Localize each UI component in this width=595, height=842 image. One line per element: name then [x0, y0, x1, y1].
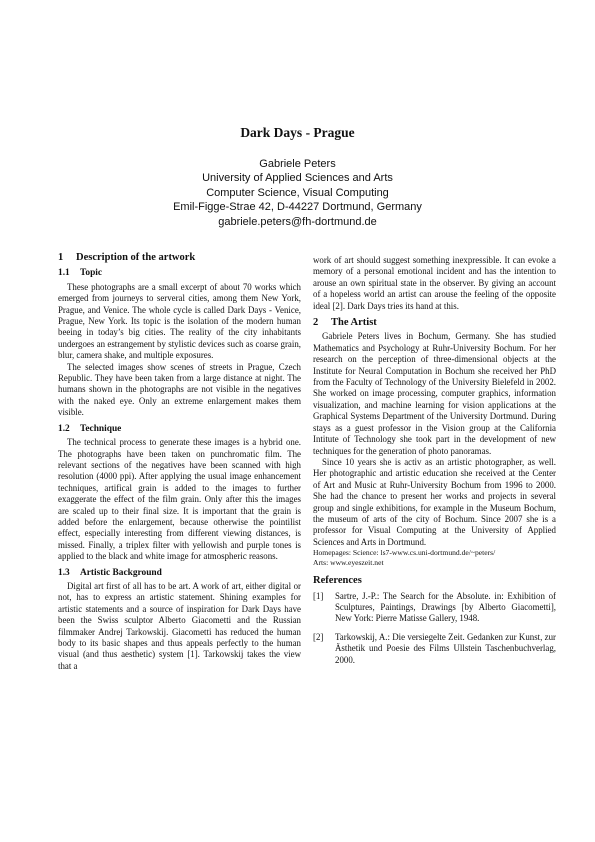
section-heading-description: [58, 252, 301, 263]
references-heading: References: [313, 575, 362, 587]
reference-key: [2]: [313, 631, 324, 642]
section-heading-artist: [313, 317, 556, 328]
paper-title: Dark Days - Prague: [240, 125, 355, 140]
title-block: [0, 125, 595, 229]
affiliation-department: Computer Science, Visual Computing: [206, 186, 389, 199]
topic-paragraph-2: The selected images show scenes of streets in Prague, Czech Republic. They have been taken from a large distance at night. The humans shown in the photographs are not visible in the negatives with the naked eye. Only an extreme enlargement makes them visible.: [58, 361, 301, 418]
subsection-heading-artistic-background: [58, 568, 301, 579]
artist-paragraph-1: Gabriele Peters lives in Bochum, Germany. She has studied Mathematics and Psychology at Ruhr-University Bochum. For her research on the perception of three-dimensional objects at the Institute for Neural Computation in Bochum she received her PhD from the Faculty of Technology of the University Bielefeld in 2002. She worked on image processing, computer graphics, information visualization, and machine learning for vision applications at the Graphical Systems Department of the University Dortmund. During stays as a guest professor in the Vision group at the California Intitute of Technology she took part in the development of new techniques for the generation of photo panoramas.: [313, 331, 556, 456]
reference-key: [1]: [313, 590, 324, 601]
subsection-heading-topic: [58, 268, 301, 279]
subsection-number: 1.1: [58, 268, 70, 279]
section-title: The Artist: [331, 317, 377, 329]
arts-line[interactable]: Arts: www.eyeszeit.net: [313, 558, 384, 568]
subsection-heading-technique: [58, 424, 301, 435]
subsection-title: Technique: [80, 423, 122, 434]
subsection-title: Artistic Background: [80, 567, 162, 578]
reference-item: [313, 591, 556, 625]
artistic-background-paragraph-continued: work of art should suggest something inexpressible. It can evoke a memory of a personal emotional incident and has the intention to arouse an own spiritual state in the observer. By giving an account of a hopeless world an artist can arouse the feeling of the opposite ideal [2]. Dark Days tries its hand at this.: [313, 255, 556, 311]
author-name: Gabriele Peters: [259, 158, 336, 170]
right-column: [313, 255, 556, 673]
author-email[interactable]: gabriele.peters@fh-dortmund.de: [218, 215, 377, 228]
reference-text: Tarkowskij, A.: Die versiegelte Zeit. Gedanken zur Kunst, zur Ästhetik und Poesie des Films Ullstein Taschenbuchverlag, 2000.: [335, 631, 556, 665]
technique-paragraph: The technical process to generate these images is a hybrid one. The photographs have been taken on punchromatic film. The relevant sections of the negatives have been scanned with high resolution (4000 ppi). After applying the usual image enhancement techniques, artifical grain is added to the images to further exaggerate the effect of the film grain. Only after this the images are scaled up to their final size. It is important that the grain is added before the enlargement, because otherwise the pointilist effect, especially interesting from different viewing distances, is missed. Finally, a triplex filter with yellowish and purple tones is applied to the black and white image for atmospheric reasons.: [58, 437, 301, 562]
homepages-line[interactable]: Homepages: Science: ls7-www.cs.uni-dortmund.de/~peters/: [313, 548, 496, 558]
left-column: [58, 252, 301, 672]
subsection-title: Topic: [80, 268, 103, 279]
artistic-background-paragraph: Digital art first of all has to be art. A work of art, either digital or not, has to express an artistic statement. Shining examples for artistic statements and a source of inspiration for Dark Days have been the Swiss sculptor Alberto Giacometti and the Russian filmmaker Andrej Tarkowskij. Giacometti has reduced the human body to its basic shapes and thus appeals perfectly to the human visual (and thus aesthetic) system [1]. Tarkowskij takes the view that a: [58, 580, 301, 671]
affiliation-university: University of Applied Sciences and Arts: [202, 172, 393, 185]
subsection-number: 1.3: [58, 567, 70, 578]
references-list: [313, 591, 556, 666]
topic-paragraph-1: These photographs are a small excerpt of about 70 works which emerged from journeys to serveral cities, among them New York, Prague, and Venice. The whole cycle is called Dark Days - Venice, Prague, New York. Its topic is the isolation of the modern human beeing in today’s big cities. The reality of the city inhabitants undergoes an estrangement by stylistic devices such as coarse grain, blur, camera shake, and multiple exposures.: [58, 281, 301, 361]
reference-item: [313, 632, 556, 666]
section-number: 1: [58, 252, 64, 263]
section-number: 2: [313, 317, 319, 329]
reference-text: Sartre, J.-P.: The Search for the Absolute. in: Exhibition of Sculptures, Paintings, Drawings [by Alberto Giacometti], New York: Pierre Matisse Gallery, 1948.: [335, 590, 556, 624]
artist-paragraph-2: Since 10 years she is activ as an artistic photographer, as well. Her photographic and artistic education she received at the Center of Art and Music at Ruhr-University Bochum from 1996 to 2000. She had the chance to present her works and projects in several group and single exhibitions, for example in the Museum Bochum, the museum of arts of the city of Bochum. Since 2007 she is a professor for Visual Computing at the University of Applied Sciences and Arts in Dortmund.: [313, 456, 556, 547]
subsection-number: 1.2: [58, 423, 70, 434]
section-title: Description of the artwork: [76, 252, 196, 263]
author-address: Emil-Figge-Strae 42, D-44227 Dortmund, Germany: [173, 201, 422, 214]
